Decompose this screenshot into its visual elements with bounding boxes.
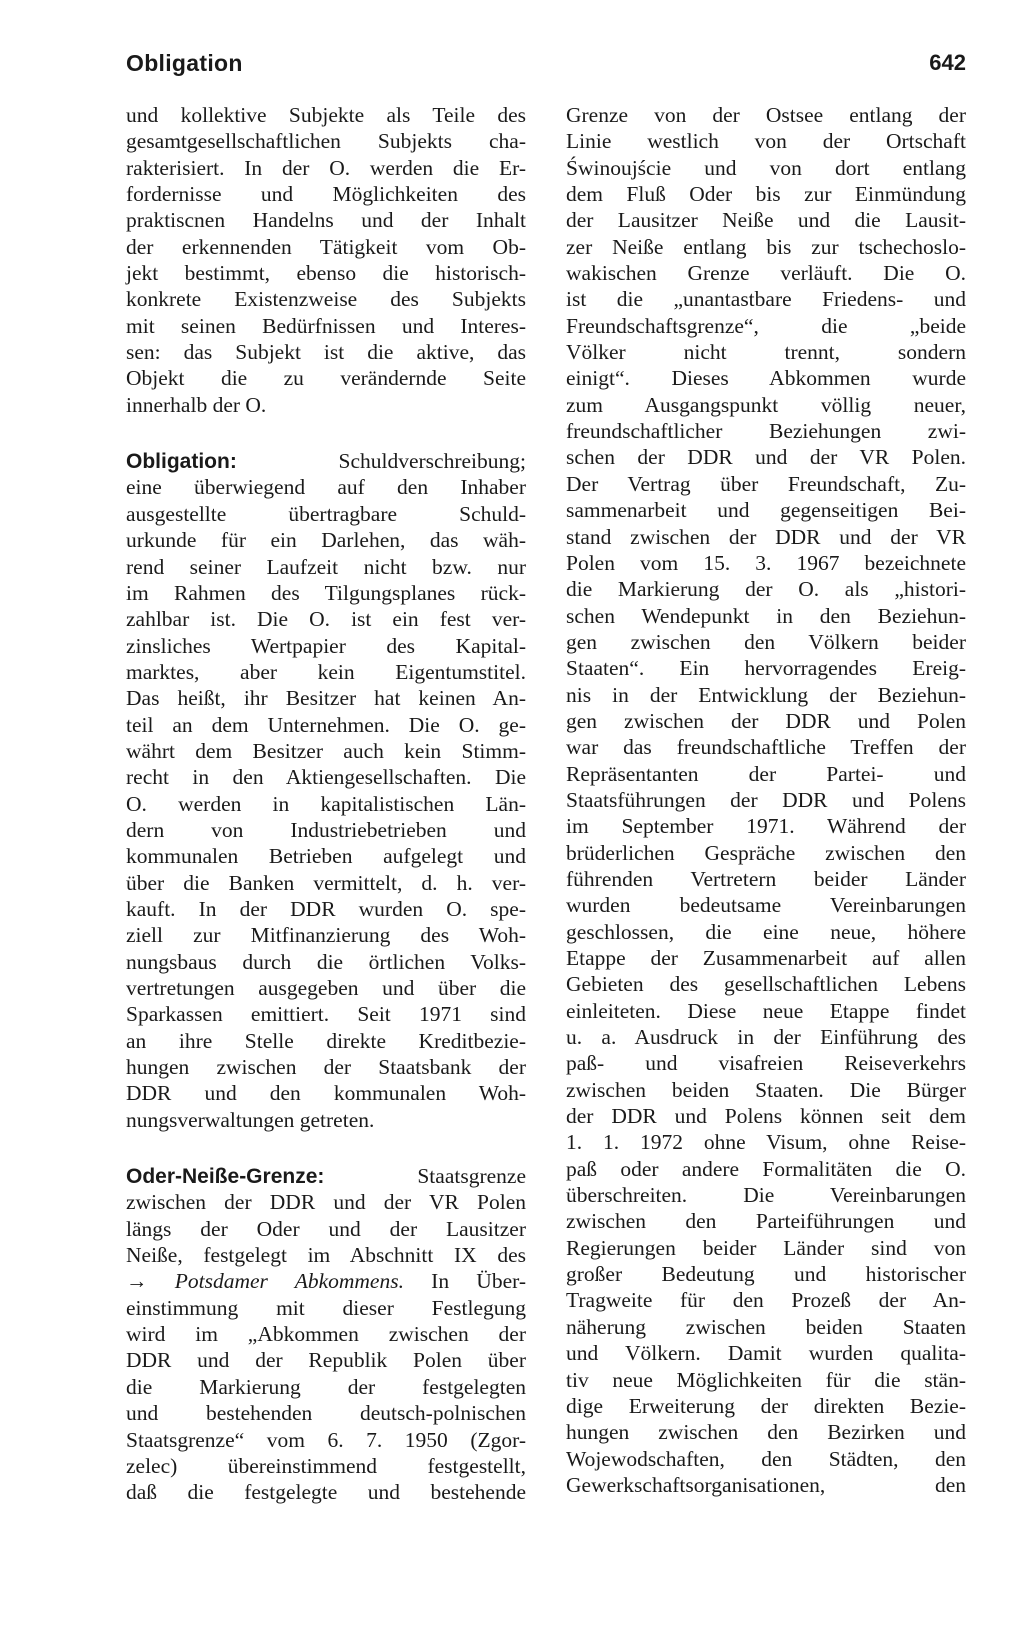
text-line: wurden bedeutsame Vereinbarungen [566, 893, 966, 918]
text-line: jekt bestimmt, ebenso die historisch- [126, 261, 526, 286]
text-line: zelec) übereinstimmend festgestellt, [126, 1453, 526, 1478]
cross-reference-link[interactable]: Potsdamer Abkommens. [174, 1269, 404, 1294]
text-line: zahlbar ist. Die O. ist ein fest ver- [126, 607, 526, 632]
text-line: einigt“. Dieses Abkommen wurde [566, 366, 966, 391]
text-line: vertretungen ausgegeben und über die [126, 976, 526, 1000]
text-line: gen zwischen den Völkern beider [566, 629, 966, 654]
text-line: zer Neiße entlang bis zur tschechoslo- [566, 234, 966, 259]
text-line: wird im „Abkommen zwischen der [126, 1322, 526, 1347]
text-line: und Völkern. Damit wurden qualita- [566, 1341, 966, 1366]
text-line: Völker nicht trennt, sondern [566, 340, 966, 365]
text-line: Neiße, festgelegt im Abschnitt IX des [126, 1243, 526, 1268]
text-line: im Rahmen des Tilgungsplanes rück- [126, 580, 526, 605]
text-line: dern von Industriebetrieben und [126, 817, 526, 842]
text-line: Świnoujście und von dort entlang [566, 155, 966, 180]
text-line: Repräsentanten der Partei- und [566, 761, 966, 786]
text-line: Grenze von der Ostsee entlang der [566, 103, 966, 127]
text-line: daß die festgelegte und bestehende [126, 1480, 526, 1505]
text-line: einleiteten. Diese neue Etappe findet [566, 998, 966, 1023]
text-line: eine überwiegend auf den Inhaber [126, 475, 526, 500]
text-line: u. a. Ausdruck in der Einführung des [566, 1025, 966, 1050]
text-line: gesamtgesellschaftlichen Subjekts cha- [126, 129, 526, 154]
text-line: marktes, aber kein Eigentumstitel. [126, 659, 526, 684]
text-line: Objekt die zu verändernde Seite [126, 366, 526, 391]
text-line: großer Bedeutung und historischer [566, 1262, 966, 1287]
text-line: Regierungen beider Länder sind von [566, 1235, 966, 1260]
text-line: kommunalen Betrieben aufgelegt und [126, 844, 526, 869]
text-line: teil an dem Unternehmen. Die O. ge- [126, 712, 526, 737]
left-column [126, 102, 526, 1506]
text-line: die Markierung der festgelegten [126, 1374, 526, 1399]
text-line: schen der DDR und der VR Polen. [566, 445, 966, 470]
text-line: Das heißt, ihr Besitzer hat keinen An- [126, 686, 526, 711]
text-line: Staatsgrenze“ vom 6. 7. 1950 (Zgor- [126, 1427, 526, 1452]
text-line: führenden Vertretern beider Länder [566, 866, 966, 891]
text-line: Der Vertrag über Freundschaft, Zu- [566, 471, 966, 496]
text-line: dige Erweiterung der direkten Bezie- [566, 1393, 966, 1418]
text-line: recht in den Aktiengesellschaften. Die [126, 765, 526, 790]
text-line: zwischen den Parteiführungen und [566, 1209, 966, 1234]
text-line: nungsbaus durch die örtlichen Volks- [126, 949, 526, 974]
text-line: rend seiner Laufzeit nicht bzw. nur [126, 554, 526, 579]
text-line: einstimmung mit dieser Festlegung [126, 1295, 526, 1320]
right-column [566, 102, 966, 1498]
text-line: paß oder andere Formalitäten die O. [566, 1156, 966, 1181]
text-line: Linie westlich von der Ortschaft [566, 129, 966, 154]
entry-headword: Obligation: [126, 450, 237, 474]
text-line: sen: das Subjekt ist die aktive, das [126, 340, 526, 365]
text-line: dem Fluß Oder bis zur Einmündung [566, 182, 966, 207]
text-line: tiv neue Möglichkeiten für die stän- [566, 1367, 966, 1392]
text-line: wakischen Grenze verläuft. Die O. [566, 261, 966, 286]
text-line: mit seinen Bedürfnissen und Interes- [126, 313, 526, 338]
text-line: O. werden in kapitalistischen Län- [126, 791, 526, 816]
text-line: Wojewodschaften, den Städten, den [566, 1446, 966, 1471]
text-line: paß- und visafreien Reiseverkehrs [566, 1051, 966, 1076]
text-line: im September 1971. Während der [566, 814, 966, 839]
text-line: Freundschaftsgrenze“, die „beide [566, 313, 966, 338]
cross-reference-arrow-icon: → [126, 1269, 148, 1294]
text-line: und kollektive Subjekte als Teile des [126, 103, 526, 127]
text-line: ausgestellte übertragbare Schuld- [126, 501, 526, 526]
text-line: nungsverwaltungen getreten. [126, 1107, 375, 1132]
text-line: war das freundschaftliche Treffen der [566, 735, 966, 760]
text-fragment: In Über- [403, 1269, 527, 1294]
entry-headword: Oder-Neiße-Grenze: [126, 1165, 325, 1189]
running-head-title: Obligation [126, 50, 243, 76]
text-line: Tragweite für den Prozeß der An- [566, 1288, 966, 1313]
entry-oder-neisse-grenze [126, 1163, 526, 1505]
text-line: ziell zur Mitfinanzierung des Woh- [126, 923, 526, 948]
text-line: freundschaftlicher Beziehungen zwi- [566, 419, 966, 444]
entry-obligation [126, 448, 526, 1133]
text-line: DDR und der Republik Polen über [126, 1348, 526, 1373]
text-line: rakterisiert. In der O. werden die Er- [126, 155, 526, 180]
text-line: Gewerkschaftsorganisationen, den [566, 1472, 966, 1497]
text-line: Etappe der Zusammenarbeit auf allen [566, 946, 966, 970]
text-line: ist die „unantastbare Friedens- und [566, 287, 966, 312]
text-line: kauft. In der DDR wurden O. spe- [126, 896, 526, 921]
text-line: und bestehenden deutsch-polnischen [126, 1401, 526, 1426]
text-line: der DDR und Polens können seit dem [566, 1104, 966, 1129]
text-line: längs der Oder und der Lausitzer [126, 1216, 526, 1241]
text-line: DDR und den kommunalen Woh- [126, 1081, 526, 1106]
text-line: hungen zwischen den Bezirken und [566, 1420, 966, 1445]
text-line: sammenarbeit und gegenseitigen Bei- [566, 498, 966, 523]
text-line: Sparkassen emittiert. Seit 1971 sind [126, 1002, 526, 1027]
text-line: näherung zwischen beiden Staaten [566, 1314, 966, 1339]
text-line: überschreiten. Die Vereinbarungen [566, 1183, 966, 1208]
text-line: über die Banken vermittelt, d. h. ver- [126, 870, 526, 895]
text-line: urkunde für ein Darlehen, das wäh- [126, 528, 526, 553]
text-line: innerhalb der O. [126, 392, 267, 417]
text-fragment: Schuldverschreibung; [338, 449, 526, 474]
text-line: brüderlichen Gespräche zwischen den [566, 840, 966, 865]
text-line: an ihre Stelle direkte Kreditbezie- [126, 1028, 526, 1053]
text-line: konkrete Existenzweise des Subjekts [126, 287, 526, 312]
text-line: schen Wendepunkt in den Beziehun- [566, 603, 966, 628]
text-line: Gebieten des gesellschaftlichen Lebens [566, 972, 966, 997]
text-line: 1. 1. 1972 ohne Visum, ohne Reise- [566, 1130, 966, 1155]
text-line: Staaten“. Ein hervorragendes Ereig- [566, 656, 966, 681]
text-fragment: Staatsgrenze [417, 1164, 526, 1189]
text-line: Staatsführungen der DDR und Polens [566, 787, 966, 812]
page-number: 642 [929, 50, 966, 75]
text-line: gen zwischen der DDR und Polen [566, 708, 966, 733]
text-line: praktiscnen Handelns und der Inhalt [126, 208, 526, 233]
text-line: zwischen beiden Staaten. Die Bürger [566, 1077, 966, 1102]
text-line: zwischen der DDR und der VR Polen [126, 1190, 526, 1215]
text-line: währt dem Besitzer auch kein Stimm- [126, 738, 526, 763]
text-line: geschlossen, die eine neue, höhere [566, 919, 966, 944]
text-line: der erkennenden Tätigkeit vom Ob- [126, 234, 526, 259]
carryover-paragraph [126, 102, 526, 418]
text-line: nis in der Entwicklung der Beziehun- [566, 682, 966, 707]
text-line: fordernisse und Möglichkeiten des [126, 182, 526, 207]
text-line: stand zwischen der DDR und der VR [566, 524, 966, 549]
text-line: hungen zwischen der Staatsbank der [126, 1055, 526, 1080]
text-line: die Markierung der O. als „histori- [566, 577, 966, 602]
text-line: zum Ausgangspunkt völlig neuer, [566, 392, 966, 417]
text-line: Polen vom 15. 3. 1967 bezeichnete [566, 550, 966, 575]
text-line: der Lausitzer Neiße und die Lausit- [566, 208, 966, 233]
text-line: zinsliches Wertpapier des Kapital- [126, 633, 526, 658]
